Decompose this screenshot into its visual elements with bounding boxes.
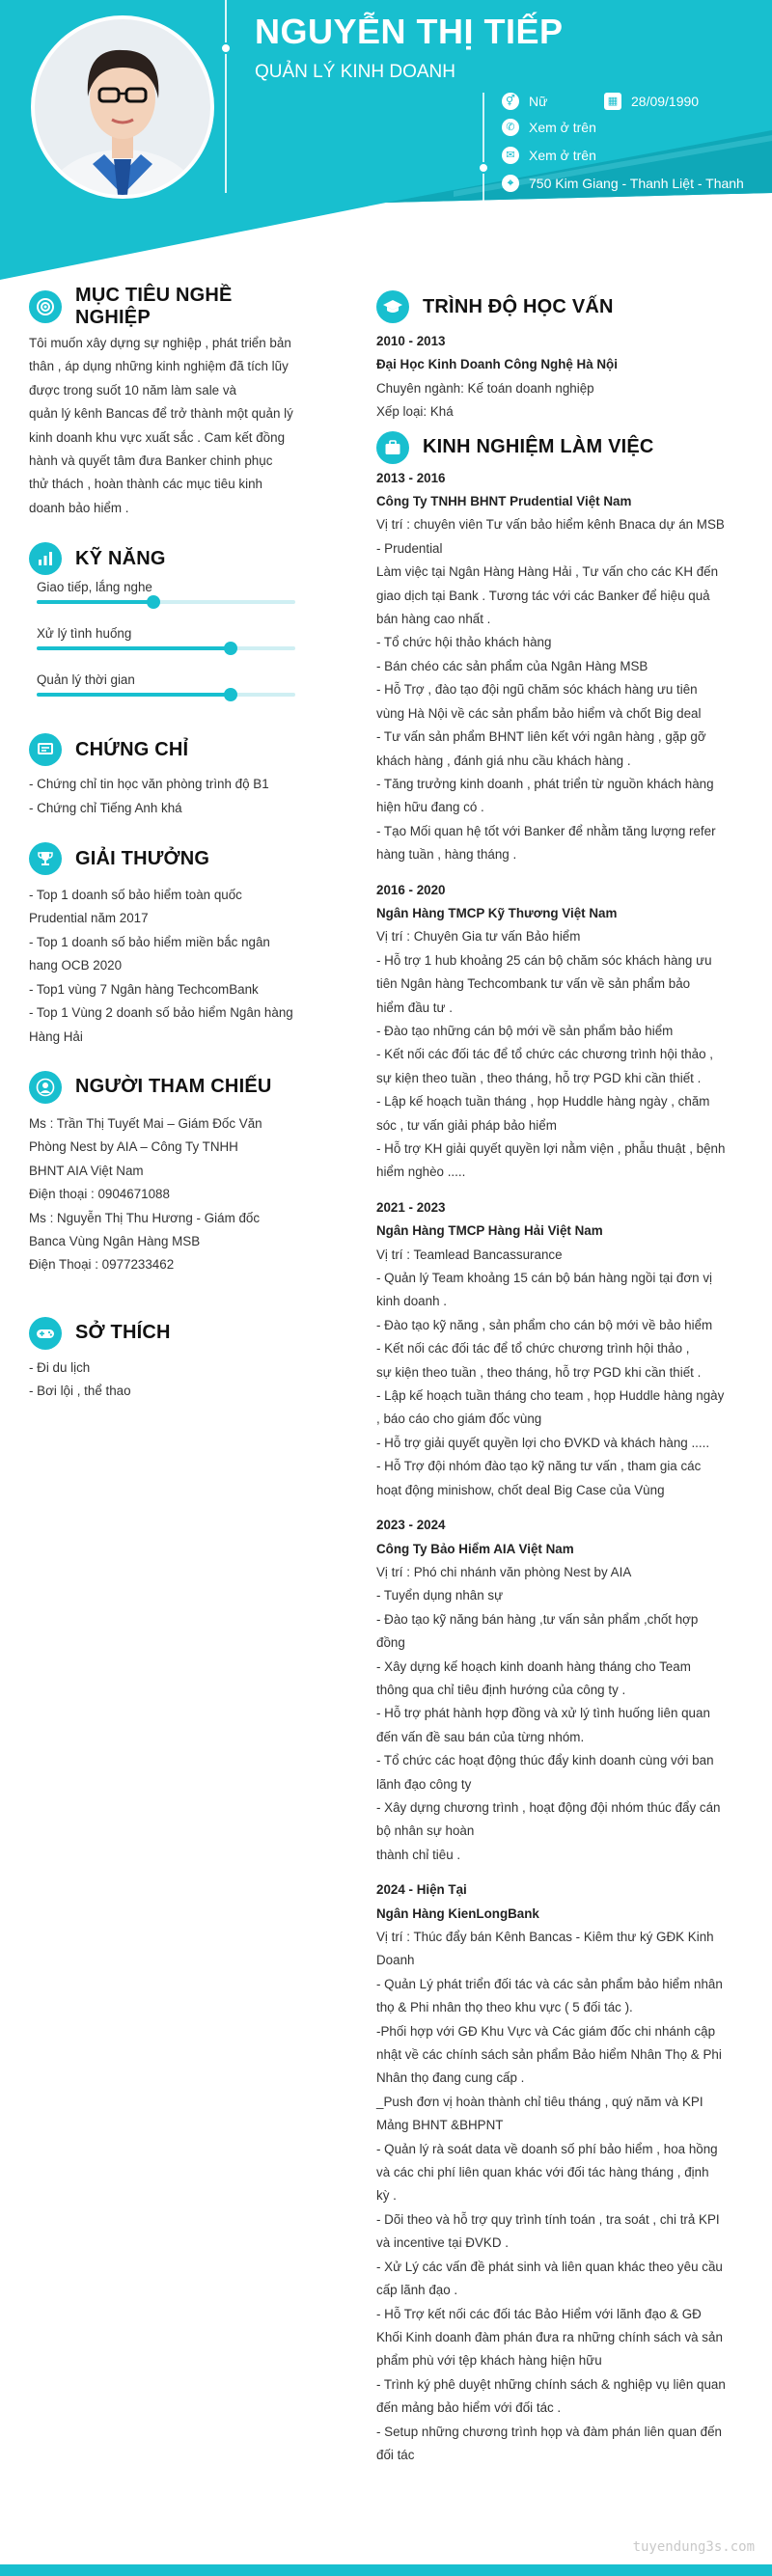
experience-line: Vị trí : Thúc đẩy bán Kênh Bancas - Kiêm thư ký GĐK Kinh	[376, 1930, 714, 1944]
phone-value: Xem ở trên	[529, 120, 596, 135]
experience-line: , báo cáo cho giám đốc vùng	[376, 1411, 542, 1427]
experience-line: và incentive tại ĐVKD .	[376, 2235, 509, 2251]
experience-line: - Xây dựng kế hoạch kinh doanh hàng tháng cho Team	[376, 1658, 691, 1674]
experience-line: - Xây dựng chương trình , hoạt động đội nhóm thúc đẩy cán	[376, 1799, 721, 1815]
experience-period: 2013 - 2016	[376, 470, 446, 485]
experience-line: đối tác	[376, 2447, 415, 2462]
certificates-title: CHỨNG CHỈ	[75, 738, 189, 760]
avatar	[31, 15, 214, 199]
experience-line: _Push đơn vị hoàn thành chỉ tiêu tháng , quý năm và KPI	[376, 2094, 703, 2109]
email-icon: ✉	[502, 147, 519, 164]
experience-line: hiện hữu đang có .	[376, 800, 484, 815]
contact-divider-line	[482, 93, 484, 208]
experience-line: Mảng BHNT &BHPNT	[376, 2118, 504, 2133]
watermark: tuyendung3s.com	[632, 2539, 755, 2555]
experience-line: hiểm đầu tư .	[376, 1000, 453, 1015]
experience-line: - Tổ chức các hoạt động thúc đẩy kinh doanh cùng với ban	[376, 1753, 714, 1768]
skill-name: Xử lý tình huống	[37, 626, 132, 642]
certificates-header	[29, 732, 304, 767]
gender-value: Nữ	[529, 94, 548, 109]
skill-knob	[224, 642, 237, 655]
experience-line: nhật về các chính sách sản phẩm Bảo hiểm Nhân Thọ & Phi	[376, 2047, 722, 2063]
experience-entry	[376, 1514, 735, 1867]
experience-line: hoạt động minishow, chốt deal Big Case của Vùng	[376, 1482, 665, 1497]
hobbies-title: SỞ THÍCH	[75, 1322, 171, 1344]
experience-line: -Phối hợp với GĐ Khu Vực và Các giám đốc chi nhánh cập	[376, 2023, 716, 2039]
education-title: TRÌNH ĐỘ HỌC VẤN	[423, 295, 614, 317]
experience-line: - Bán chéo các sản phẩm của Ngân Hàng MSB	[376, 658, 648, 673]
experience-line: - Tư vấn sản phẩm BHNT liên kết với ngân hàng , gặp gỡ	[376, 729, 706, 745]
experience-line: kinh doanh .	[376, 1294, 447, 1309]
education-header	[376, 289, 735, 324]
experience-line: - Hỗ Trợ , đào tạo đội ngũ chăm sóc khách hàng ưu tiên	[376, 682, 698, 698]
trophy-icon	[29, 842, 62, 875]
objective-line: kinh doanh khu vực xuất sắc . Cam kết đồng	[29, 429, 286, 445]
user-icon	[29, 1071, 62, 1104]
email-value: Xem ở trên	[529, 148, 596, 163]
experience-line: - Lập kế hoạch tuần tháng cho team , họp Huddle hàng ngày	[376, 1388, 725, 1404]
experience-line: - Hỗ trợ 1 hub khoảng 25 cán bộ chăm sóc khách hàng ưu	[376, 952, 712, 968]
experience-line: - Kết nối các đối tác để tổ chức chương trình hội thảo ,	[376, 1341, 690, 1357]
timeline-dot	[220, 42, 232, 54]
bar-chart-icon	[29, 542, 62, 575]
skills-header	[29, 541, 304, 576]
hobby-item: - Bơi lội , thể thao	[29, 1384, 131, 1399]
experience-line: - Tuyển dụng nhân sự	[376, 1588, 504, 1603]
experience-line: khách hàng , đánh giá nhu cầu khách hàng .	[376, 753, 631, 768]
experience-line: - Đào tạo những cán bộ mới về sản phẩm bảo hiểm	[376, 1023, 674, 1038]
reference-line: Điện thoại : 0904671088	[29, 1187, 170, 1202]
awards-list	[29, 884, 304, 1049]
experience-line: - Tăng trưởng kinh doanh , phát triển từ nguồn khách hàng	[376, 776, 714, 791]
experience-line: - Hỗ Trợ đội nhóm đào tạo kỹ năng tư vấn , tham gia các	[376, 1459, 702, 1474]
calendar-icon: ▦	[604, 93, 621, 110]
header	[0, 0, 772, 280]
address-line-1: 750 Kim Giang - Thanh Liệt - Thanh	[529, 176, 744, 191]
certificate-item: - Chứng chỉ tin học văn phòng trình độ B1	[29, 777, 269, 792]
experience-line: kỳ .	[376, 2188, 397, 2204]
experience-line: và các chi phí liên quan khác với đối tác hàng tháng , định	[376, 2165, 709, 2180]
address-row	[502, 173, 753, 215]
award-line: - Top 1 doanh số bảo hiểm toàn quốc	[29, 888, 242, 903]
award-line: - Top 1 doanh số bảo hiểm miền bắc ngân	[29, 934, 270, 949]
certificate-icon	[29, 733, 62, 766]
objective-line: thân , áp dụng những kinh nghiệm đã tích lũy	[29, 359, 289, 374]
target-icon	[29, 290, 62, 323]
award-line: Hàng Hải	[29, 1028, 83, 1044]
experience-line: - Setup những chương trình họp và đàm phán liên quan đến	[376, 2424, 723, 2439]
experience-line: Vị trí : chuyên viên Tư vấn bảo hiểm kênh Bnaca dự án MSB	[376, 517, 725, 533]
certificate-item: - Chứng chỉ Tiếng Anh khá	[29, 800, 182, 815]
experience-line: tiên Ngân hàng Techcombank tư vấn về sản phẩm bảo	[376, 976, 691, 992]
experience-line: - Hỗ trợ KH giải quyết quyền lợi nằm viện , phẫu thuật , bệnh	[376, 1141, 726, 1156]
graduation-cap-icon	[376, 290, 409, 323]
experience-line: Khối Kinh doanh đàm phán đưa ra những chính sách và sản	[376, 2329, 723, 2344]
skill-fill	[37, 646, 231, 650]
education-school: Đại Học Kinh Doanh Công Nghệ Hà Nội	[376, 357, 618, 372]
skill-knob	[147, 595, 160, 609]
award-line: - Top1 vùng 7 Ngân hàng TechcomBank	[29, 981, 259, 997]
award-line: hang OCB 2020	[29, 958, 123, 973]
experience-line: - Quản lý Team khoảng 15 cán bộ bán hàng ngồi tại đơn vị	[376, 1271, 712, 1286]
contact-timeline-dot	[478, 162, 489, 174]
experience-line: Làm việc tại Ngân Hàng Hàng Hải , Tư vấn cho các KH đến	[376, 564, 719, 580]
education-major: Chuyên ngành: Kế toán doanh nghiệp	[376, 380, 594, 396]
skill-knob	[224, 688, 237, 701]
experience-line: - Tạo Mối quan hệ tốt với Banker để nhằm tăng lượng refer	[376, 823, 716, 838]
objective-line: doanh bảo hiểm .	[29, 500, 129, 515]
objective-line: được trong suốt 10 năm làm sale và	[29, 382, 236, 397]
references-list	[29, 1112, 304, 1277]
experience-company: Ngân Hàng TMCP Hàng Hải Việt Nam	[376, 1223, 603, 1239]
objective-line: Tôi muốn xây dựng sự nghiệp , phát triển bản	[29, 336, 291, 350]
briefcase-icon	[376, 431, 409, 464]
skill-bar	[37, 600, 295, 604]
education-entry	[376, 330, 735, 425]
experience-line: cấp lãnh đạo .	[376, 2283, 458, 2298]
objective-line: thử thách , hoàn thành các mục tiêu kinh	[29, 477, 262, 492]
skill-item	[29, 672, 304, 719]
experience-line: Doanh	[376, 1953, 415, 1968]
hobby-item: - Đi du lịch	[29, 1359, 91, 1375]
skill-bar	[37, 693, 295, 697]
objective-text	[29, 332, 304, 520]
email-row	[502, 145, 596, 166]
gender-icon: ⚥	[502, 93, 519, 110]
experience-company: Công Ty Bảo Hiểm AIA Việt Nam	[376, 1541, 574, 1556]
awards-header	[29, 841, 304, 876]
right-column	[376, 289, 735, 2467]
award-line: Prudential năm 2017	[29, 911, 149, 926]
skills-title: KỸ NĂNG	[75, 547, 166, 569]
awards-title: GIẢI THƯỞNG	[75, 847, 210, 869]
experience-entry	[376, 1196, 735, 1502]
experience-line: - Đào tạo kỹ năng , sản phẩm cho cán bộ mới về bảo hiểm	[376, 1317, 713, 1332]
experience-entry	[376, 879, 735, 1185]
experience-line: đến mảng bảo hiểm với đối tác .	[376, 2400, 562, 2416]
reference-line: Ms : Trần Thị Tuyết Mai – Giám Đốc Văn	[29, 1115, 262, 1131]
skill-item	[29, 626, 304, 672]
birthdate-row	[604, 91, 699, 112]
experience-line: hiểm nghèo .....	[376, 1165, 466, 1180]
experience-title: KINH NGHIỆM LÀM VIỆC	[423, 436, 654, 458]
header-divider-line	[225, 0, 227, 193]
experience-line: lãnh đạo công ty	[376, 1776, 472, 1792]
experience-line: bán hàng cao nhất .	[376, 612, 491, 627]
candidate-name: NGUYỄN THỊ TIẾP	[255, 12, 564, 51]
references-title: NGƯỜI THAM CHIẾU	[75, 1076, 272, 1098]
experience-line: Nhân thọ đang cung cấp .	[376, 2070, 525, 2086]
experience-line: sự kiện theo tuần , theo tháng, hỗ trợ PGD khi cần thiết .	[376, 1364, 702, 1380]
gamepad-icon	[29, 1317, 62, 1350]
skill-name: Giao tiếp, lắng nghe	[37, 580, 152, 595]
reference-line: Ms : Nguyễn Thị Thu Hương - Giám đốc	[29, 1210, 261, 1225]
experience-line: - Hỗ Trợ kết nối các đối tác Bảo Hiểm với lãnh đạo & GĐ	[376, 2306, 702, 2321]
experience-line: hàng tuần , hàng tháng .	[376, 847, 517, 863]
objective-title: MỤC TIÊU NGHỀ NGHIỆP	[75, 285, 233, 328]
job-title: QUẢN LÝ KINH DOANH	[255, 62, 455, 82]
footer-bar	[0, 2564, 772, 2576]
reference-line: Điện Thoại : 0977233462	[29, 1257, 175, 1273]
experience-line: đồng	[376, 1635, 405, 1651]
skill-bar	[37, 646, 295, 650]
location-icon: ⌖	[502, 175, 519, 192]
experience-line: thọ & Phi nhân thọ theo khu vực ( 5 đối tác ).	[376, 2000, 633, 2015]
skill-fill	[37, 600, 153, 604]
experience-company: Công Ty TNHH BHNT Prudential Việt Nam	[376, 494, 632, 509]
experience-company: Ngân Hàng TMCP Kỹ Thương Việt Nam	[376, 905, 618, 920]
objective-line: quản lý kênh Bancas để trở thành một quản lý	[29, 406, 293, 422]
experience-period: 2024 - Hiện Tại	[376, 1882, 467, 1898]
experience-line: Vị trí : Chuyên Gia tư vấn Bảo hiểm	[376, 929, 581, 945]
experience-line: - Quản Lý phát triển đối tác và các sản phẩm bảo hiểm nhân	[376, 1976, 723, 1991]
experience-line: - Trình ký phê duyệt những chính sách & nghiệp vụ liên quan	[376, 2376, 726, 2392]
experience-line: - Xử Lý các vấn đề phát sinh và liên quan khác theo yêu cầu	[376, 2259, 723, 2274]
experience-line: đến vấn đề sau bán của từng nhóm.	[376, 1729, 585, 1744]
birthdate-value: 28/09/1990	[631, 94, 700, 109]
experience-line: sự kiện theo tuần , theo tháng, hỗ trợ PGD khi cần thiết .	[376, 1070, 702, 1085]
reference-line: Phòng Nest by AIA – Công Ty TNHH	[29, 1139, 238, 1155]
gender-row	[502, 91, 547, 112]
experience-line: giao dịch tại Bank . Tương tác với các Banker để hiệu quả	[376, 588, 710, 603]
experience-period: 2021 - 2023	[376, 1199, 446, 1215]
phone-icon: ✆	[502, 119, 519, 136]
experience-line: Vị trí : Teamlead Bancassurance	[376, 1247, 563, 1262]
experience-line: - Hỗ trợ giải quyết quyền lợi cho ĐVKD và khách hàng .....	[376, 1435, 710, 1450]
experience-line: - Tổ chức hội thảo khách hàng	[376, 635, 552, 650]
hobbies-list	[29, 1357, 304, 1404]
reference-line: Banca Vùng Ngân Hàng MSB	[29, 1233, 201, 1248]
experience-line: bộ nhân sự hoàn	[376, 1823, 475, 1839]
reference-line: BHNT AIA Việt Nam	[29, 1163, 144, 1178]
experience-line: - Quản lý rà soát data về doanh số phí bảo hiểm , hoa hồng	[376, 2141, 718, 2156]
objective-header	[29, 285, 304, 328]
experience-line: - Kết nối các đối tác để tổ chức các chương trình hội thảo ,	[376, 1047, 714, 1062]
experience-line: - Prudential	[376, 540, 443, 556]
experience-period: 2023 - 2024	[376, 1518, 446, 1533]
address-line-2: Trì - hà Nội	[529, 197, 596, 212]
experience-company: Ngân Hàng KienLongBank	[376, 1905, 539, 1921]
experience-line: - Lập kế hoạch tuần tháng , họp Huddle hàng ngày , chăm	[376, 1094, 710, 1110]
skill-fill	[37, 693, 231, 697]
certificates-list	[29, 773, 304, 820]
experience-line: - Đào tạo kỹ năng bán hàng ,tư vấn sản phẩm ,chốt hợp	[376, 1611, 699, 1627]
experience-line: - Hỗ trợ phát hành hợp đồng và xử lý tình huống liên quan	[376, 1706, 710, 1721]
experience-period: 2016 - 2020	[376, 882, 446, 897]
skills-list	[29, 580, 304, 719]
experience-entry	[376, 1878, 735, 2467]
hobbies-header	[29, 1316, 304, 1351]
experience-line: - Dõi theo và hỗ trợ quy trình tính toán , tra soát , chi trả KPI	[376, 2211, 720, 2227]
phone-row	[502, 117, 596, 138]
experience-line: sóc , tư vấn giải pháp bảo hiểm	[376, 1117, 557, 1133]
experience-line: thông qua chỉ tiêu định hướng của công ty .	[376, 1682, 626, 1697]
experience-entry	[376, 467, 735, 867]
education-grade: Xếp loại: Khá	[376, 404, 454, 420]
experience-line: phẩm phù với tệp khách hàng hiện hữu	[376, 2353, 602, 2369]
references-header	[29, 1070, 304, 1105]
left-column	[29, 285, 304, 1404]
objective-line: hành và quyết tâm đưa Banker chinh phục	[29, 453, 273, 469]
experience-header	[376, 430, 735, 465]
experience-line: Vị trí : Phó chi nhánh văn phòng Nest by AIA	[376, 1564, 632, 1579]
experience-line: vùng Hà Nội về các sản phẩm bảo hiểm và chốt Big deal	[376, 705, 702, 721]
profile-photo	[35, 19, 210, 195]
award-line: - Top 1 Vùng 2 doanh số bảo hiểm Ngân hàng	[29, 1005, 293, 1021]
experience-line: thành chỉ tiêu .	[376, 1847, 461, 1862]
skill-name: Quản lý thời gian	[37, 672, 135, 688]
experience-list	[376, 467, 735, 2468]
education-period: 2010 - 2013	[376, 334, 446, 348]
skill-item	[29, 580, 304, 626]
